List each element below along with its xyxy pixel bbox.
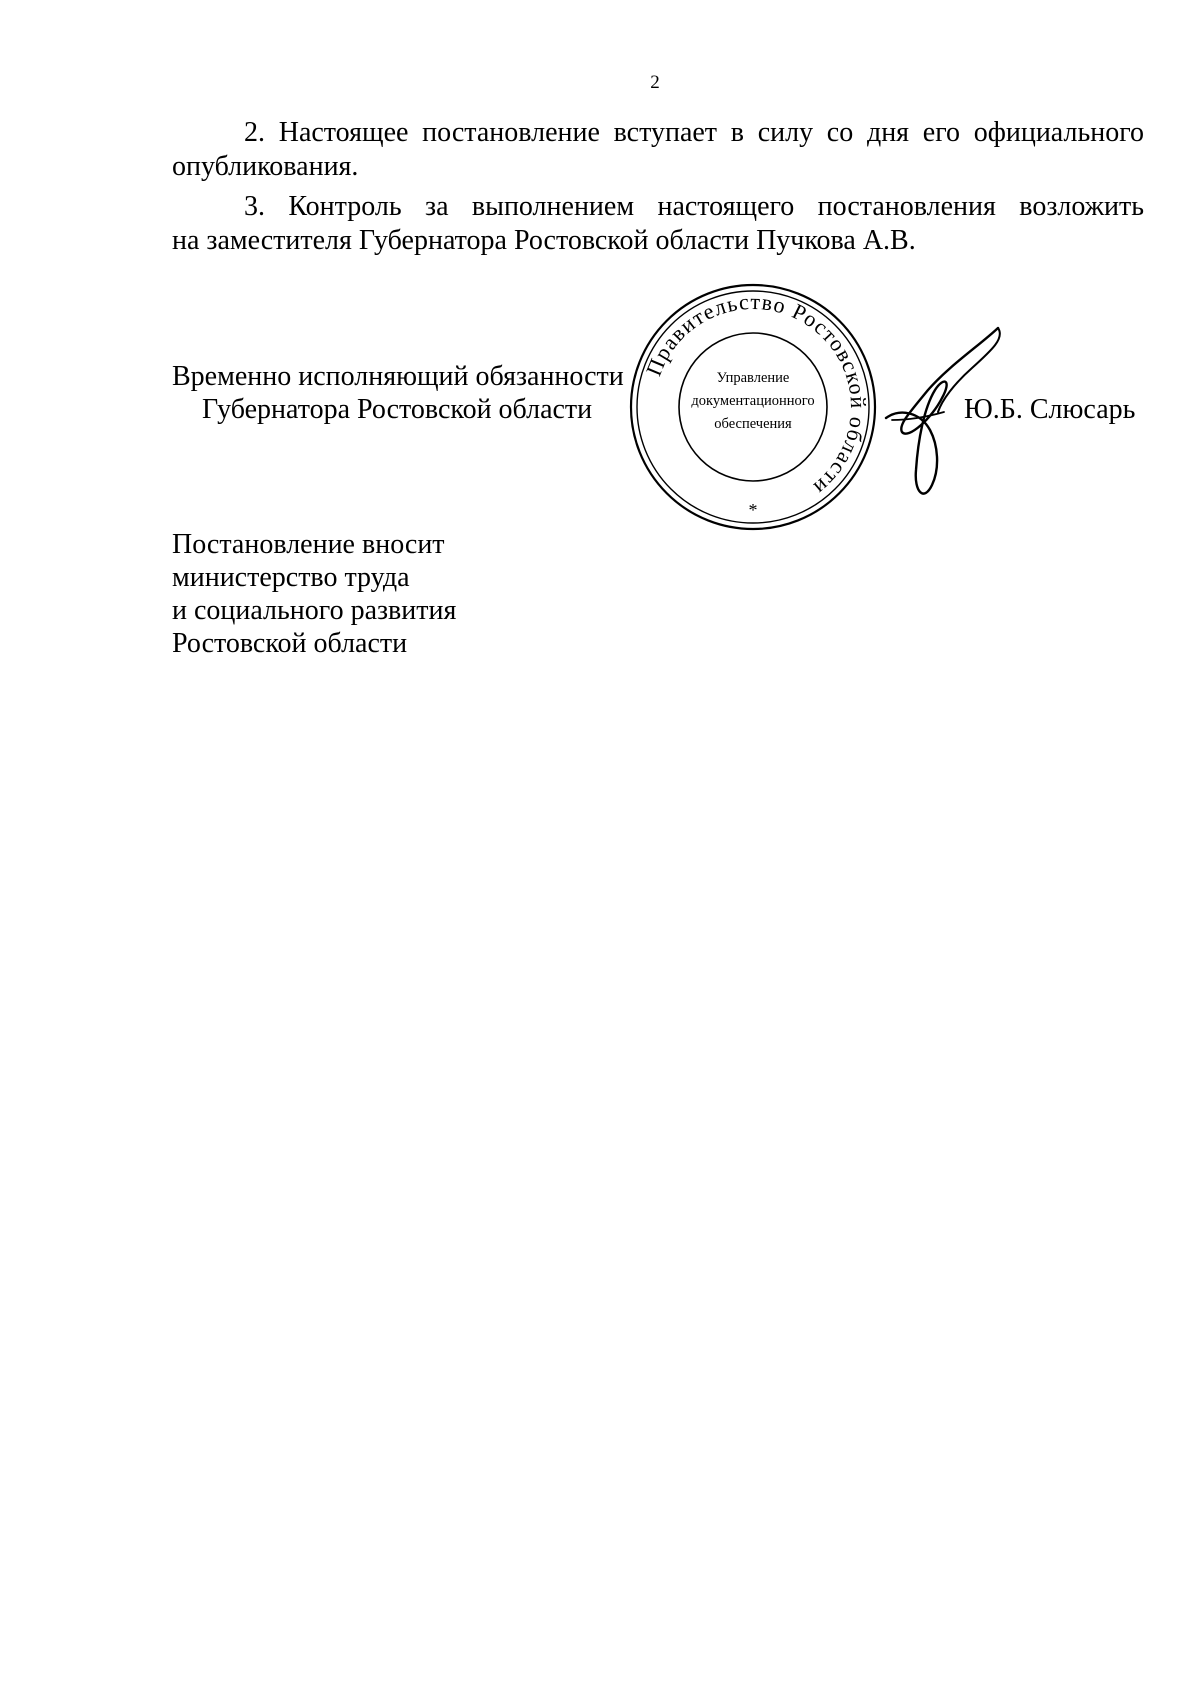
paragraph-3-line-1: 3. Контроль за выполнением настоящего постановления возложить	[244, 191, 1144, 222]
paragraph-3	[172, 190, 1144, 258]
paragraph-3-line-2: на заместителя Губернатора Ростовской области Пучкова А.В.	[172, 225, 916, 256]
submitted-by-block	[172, 528, 456, 660]
paragraph-2	[172, 116, 1144, 184]
seal-center-line-1: Управление	[716, 370, 790, 386]
submitted-by-line-1: Постановление вносит	[172, 529, 445, 560]
seal-ring-text: Правительство Ростовской области	[640, 288, 872, 502]
seal-center-line-3: обеспечения	[714, 416, 792, 432]
signatory-title-line-1: Временно исполняющий обязанности	[172, 361, 624, 392]
paragraph-2-line-2: опубликования.	[172, 151, 359, 182]
signatory-title-line-2: Губернатора Ростовской области	[202, 394, 593, 425]
signatory-name: Ю.Б. Слюсарь	[964, 394, 1136, 425]
signatory-title	[172, 360, 624, 426]
submitted-by-line-3: и социального развития	[172, 595, 457, 626]
page-number: 2	[650, 72, 660, 93]
seal-center-line-2: документационного	[691, 393, 815, 409]
submitted-by-line-4: Ростовской области	[172, 628, 408, 659]
submitted-by-line-2: министерство труда	[172, 562, 410, 593]
seal-star: *	[748, 500, 758, 520]
paragraph-2-line-1: 2. Настоящее постановление вступает в силу со дня его официального	[244, 117, 1144, 148]
official-seal	[628, 282, 878, 532]
